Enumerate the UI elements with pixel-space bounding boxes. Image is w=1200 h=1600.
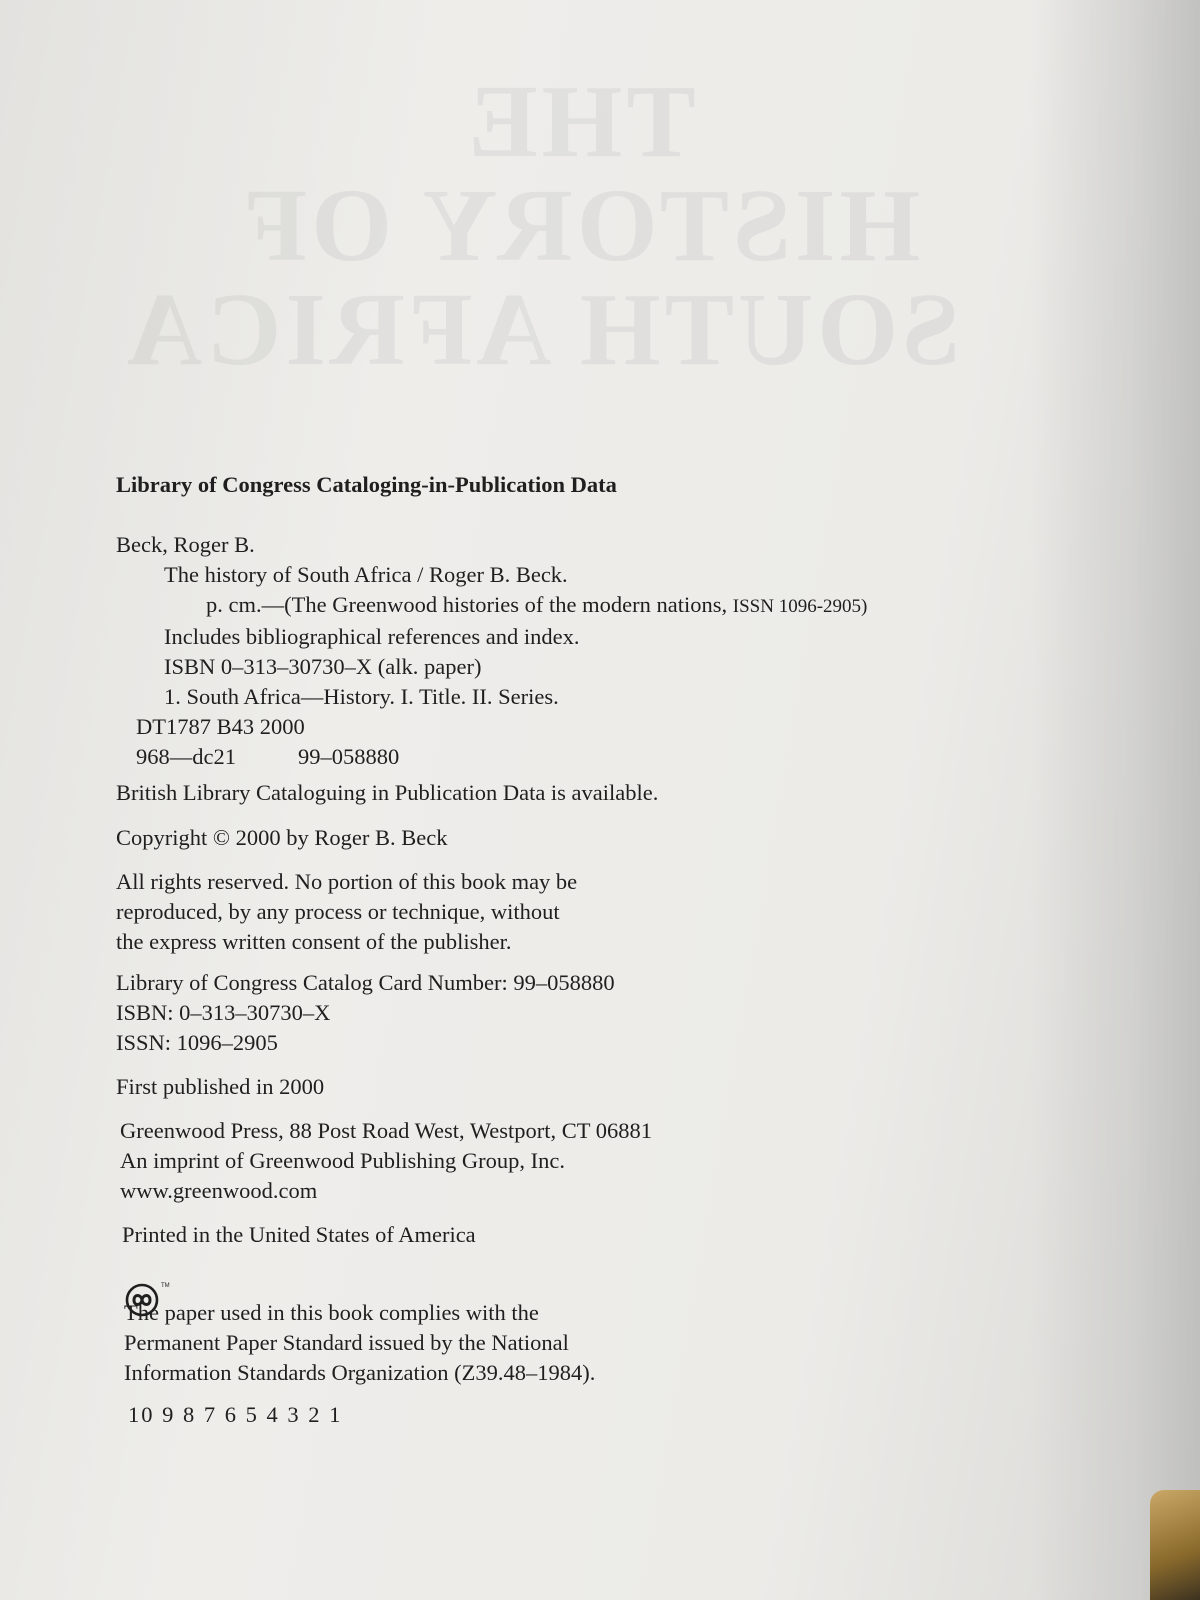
cip-subjects: 1. South Africa—History. I. Title. II. Series. [164, 684, 559, 709]
cip-bibliography: Includes bibliographical references and index. [164, 624, 580, 649]
ghost-title-line: SOUTH AFRICA [123, 272, 960, 387]
isbn-number: ISBN: 0–313–30730–X [116, 1000, 331, 1025]
paper-standard-line: Permanent Paper Standard issued by the National [124, 1330, 569, 1355]
paper-standard-note [124, 1298, 595, 1388]
rights-line: the express written consent of the publisher. [116, 929, 512, 954]
ghost-title-line: THE [464, 64, 696, 179]
show-through-title [123, 64, 960, 387]
british-library-note: British Library Cataloguing in Publication Data is available. [116, 780, 659, 805]
cip-series [116, 590, 867, 622]
publisher-address: Greenwood Press, 88 Post Road West, Westport, CT 06881 [120, 1118, 652, 1143]
issn-number: ISSN: 1096–2905 [116, 1030, 278, 1055]
rights-statement [116, 867, 577, 957]
catalog-numbers [116, 968, 615, 1058]
copyright-line: Copyright © 2000 by Roger B. Beck [116, 825, 448, 850]
cip-series-issn: ISSN 1096-2905) [732, 596, 868, 617]
cip-record [116, 530, 867, 772]
lc-card-number: Library of Congress Catalog Card Number: 99–058880 [116, 970, 615, 995]
cip-heading: Library of Congress Cataloging-in-Publication Data [116, 472, 617, 497]
cip-series-text: p. cm.—(The Greenwood histories of the modern nations, [206, 592, 733, 617]
paper-standard-line: The paper used in this book complies with the [124, 1300, 539, 1325]
publisher-info [120, 1116, 652, 1206]
rights-line: All rights reserved. No portion of this book may be [116, 869, 578, 894]
book-spine-corner [1150, 1490, 1200, 1600]
publisher-imprint: An imprint of Greenwood Publishing Group, Inc. [120, 1148, 565, 1173]
first-published: First published in 2000 [116, 1074, 325, 1099]
printing-line: 10 9 8 7 6 5 4 3 2 1 [128, 1402, 343, 1427]
publisher-website: www.greenwood.com [120, 1178, 318, 1203]
paper-standard-line: Information Standards Organization (Z39.48–1984). [124, 1360, 596, 1385]
trademark-mark: TM [161, 1283, 170, 1289]
cip-dewey: 968—dc21 [136, 744, 236, 769]
cip-author: Beck, Roger B. [116, 532, 255, 557]
cip-card-number: 99–058880 [298, 744, 400, 769]
printed-in: Printed in the United States of America [122, 1222, 476, 1247]
rights-line: reproduced, by any process or technique, without [116, 899, 560, 924]
cip-dewey-row [116, 742, 867, 772]
page-edge-shadow [1030, 0, 1200, 1600]
cip-isbn: ISBN 0–313–30730–X (alk. paper) [164, 654, 482, 679]
ghost-title-line: HISTORY OF [239, 168, 921, 283]
cip-title: The history of South Africa / Roger B. Beck. [164, 562, 568, 587]
cip-lc-class: DT1787 B43 2000 [136, 714, 305, 739]
